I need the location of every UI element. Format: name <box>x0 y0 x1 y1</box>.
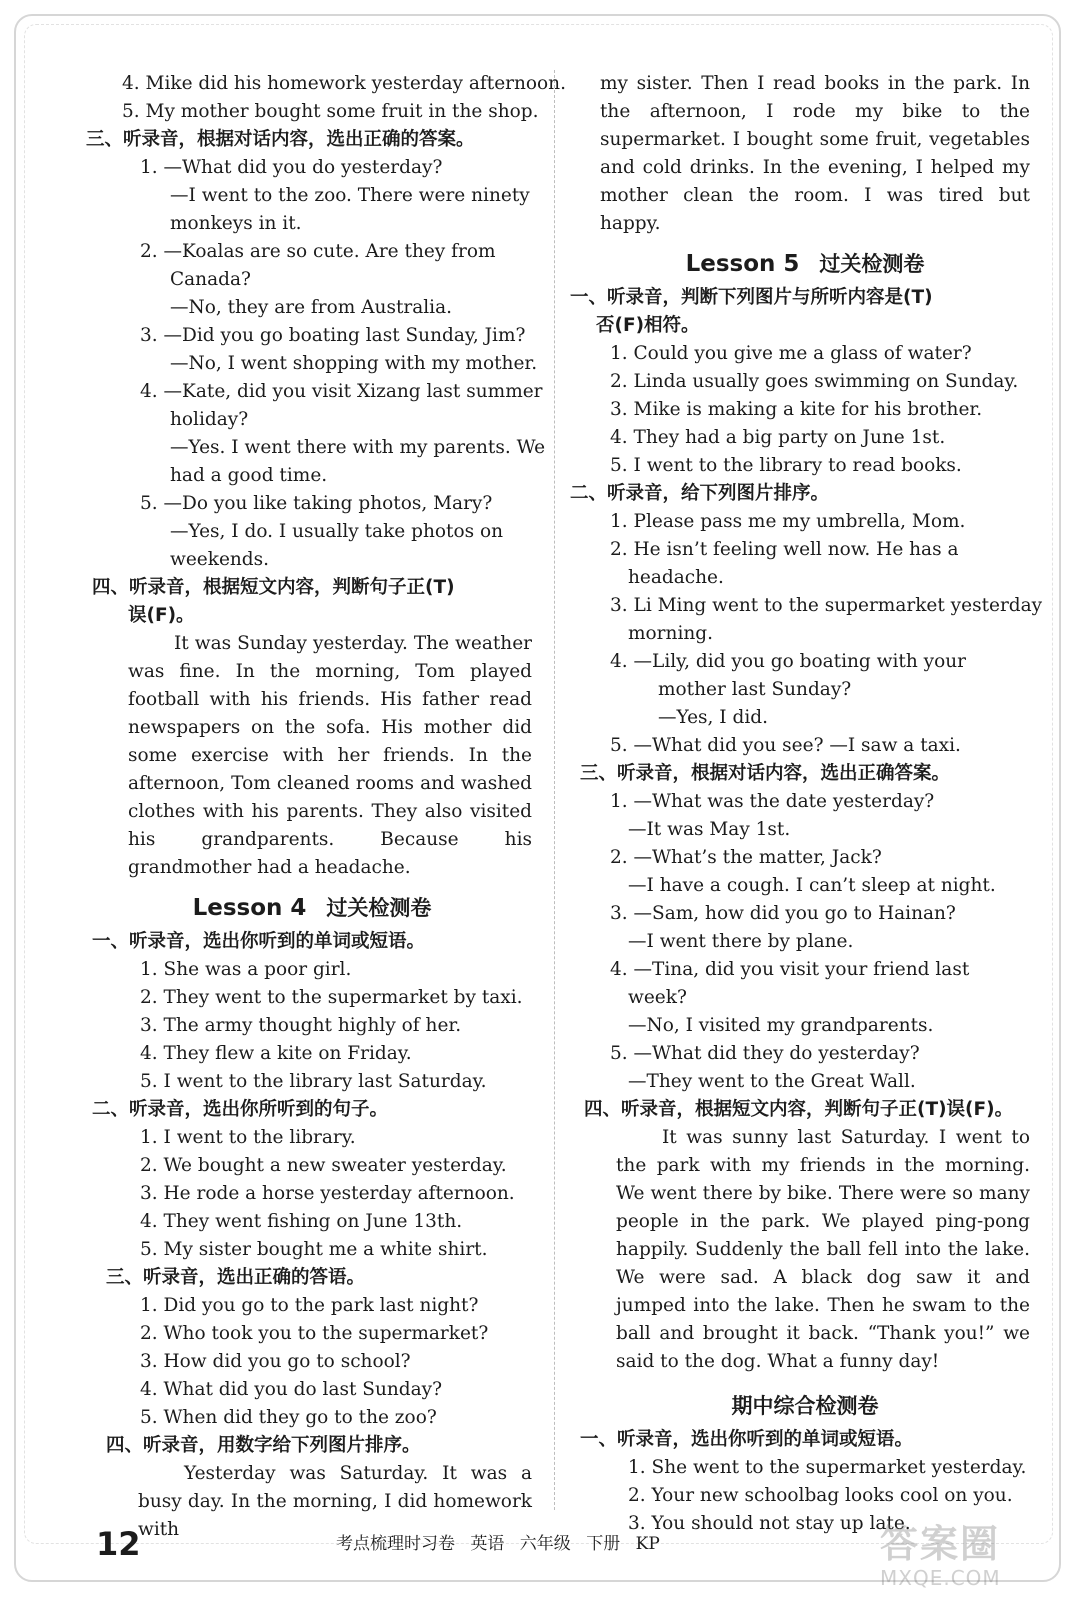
section-heading: 一、听录音，判断下列图片与所听内容是(T) <box>570 287 933 308</box>
text-line: 2. We bought a new sweater yesterday. <box>140 1155 507 1176</box>
book-info: 考点梳理时习卷 英语 六年级 下册 KP <box>336 1534 660 1554</box>
section-heading: 四、听录音，根据短文内容，判断句子正(T) <box>92 577 455 598</box>
watermark-logo <box>880 1522 1050 1592</box>
text-line: 1. I went to the library. <box>140 1127 356 1148</box>
text-line: 2. Linda usually goes swimming on Sunday. <box>610 371 1019 392</box>
text-line: 4. They had a big party on June 1st. <box>610 427 946 448</box>
text-line: weekends. <box>170 549 270 570</box>
text-line: 4. Mike did his homework yesterday afternoon. <box>122 73 566 94</box>
text-line: —I went there by plane. <box>628 931 854 952</box>
section-heading: 二、听录音，选出你所听到的句子。 <box>92 1099 389 1120</box>
text-line: 3. The army thought highly of her. <box>140 1015 462 1036</box>
text-line: —I went to the zoo. There were ninety <box>170 185 530 206</box>
text-line: 3. How did you go to school? <box>140 1351 411 1372</box>
text-line: —It was May 1st. <box>628 819 791 840</box>
section-body <box>92 1292 532 1432</box>
lesson-title-en: Lesson 5 <box>685 251 800 277</box>
text-line: monkeys in it. <box>170 213 302 234</box>
text-line: 4. —Tina, did you visit your friend last <box>610 959 970 980</box>
section-body <box>580 508 1043 760</box>
section-body <box>92 1124 532 1264</box>
midterm-title: 期中综合检测卷 <box>731 1394 879 1418</box>
text-line: 2. —What’s the matter, Jack? <box>610 847 882 868</box>
text-line: week? <box>628 987 687 1008</box>
text-line: —Yes, I do. I usually take photos on <box>170 521 504 542</box>
text-line: —I have a cough. I can’t sleep at night. <box>628 875 996 896</box>
lesson-title <box>580 244 1030 284</box>
text-line: 4. —Kate, did you visit Xizang last summer <box>140 381 543 402</box>
text-line: 2. Who took you to the supermarket? <box>140 1323 489 1344</box>
text-line: 3. —Sam, how did you go to Hainan? <box>610 903 956 924</box>
text-line: 1. Did you go to the park last night? <box>140 1295 479 1316</box>
text-line: 3. You should not stay up late. <box>628 1513 911 1534</box>
section-heading: 误(F)。 <box>128 605 195 626</box>
right-column <box>570 70 1043 1538</box>
text-line: —Yes, I did. <box>658 707 768 728</box>
text-line: 3. Li Ming went to the supermarket yesterday <box>610 595 1043 616</box>
text-line: 5. My sister bought me a white shirt. <box>140 1239 488 1260</box>
text-line: —No, I visited my grandparents. <box>628 1015 934 1036</box>
text-line: 5. I went to the library last Saturday. <box>140 1071 487 1092</box>
lesson-title-en: Lesson 4 <box>192 895 307 921</box>
passage: It was sunny last Saturday. I went to the park with my friends in the morning. We went there by bike. There were so many people in the park. We played ping-pong happily. Suddenly the ball fell into the lake. We were sad. A black dog saw it and jumped into the lake. Then he swam to the ball and brought it back. “Thank you!” we said to the dog. What a funny day! <box>616 1127 1030 1372</box>
text-line: morning. <box>628 623 713 644</box>
text-line: —No, they are from Australia. <box>170 297 452 318</box>
section-body <box>92 154 546 574</box>
passage: Yesterday was Saturday. It was a busy day. In the morning, I did homework with <box>138 1463 532 1540</box>
text-line: 5. —What did you see? —I saw a taxi. <box>610 735 961 756</box>
text-line: 1. She went to the supermarket yesterday. <box>628 1457 1027 1478</box>
text-line: 1. Please pass me my umbrella, Mom. <box>610 511 966 532</box>
section-heading: 二、听录音，给下列图片排序。 <box>570 483 830 504</box>
text-line: —No, I went shopping with my mother. <box>170 353 538 374</box>
watermark-text: 答案圈 <box>880 1522 1001 1566</box>
section-heading: 三、听录音，根据对话内容，选出正确的答案。 <box>86 129 475 150</box>
text-line: 3. Mike is making a kite for his brother. <box>610 399 983 420</box>
text-line: headache. <box>628 567 724 588</box>
watermark-url: MXQE.COM <box>880 1566 1001 1590</box>
text-line: 5. I went to the library to read books. <box>610 455 962 476</box>
section-heading: 否(F)相符。 <box>596 315 700 336</box>
section-heading: 三、听录音，选出正确的答语。 <box>106 1267 366 1288</box>
text-line: 4. What did you do last Sunday? <box>140 1379 443 1400</box>
section-body <box>580 340 1030 480</box>
text-line: 5. My mother bought some fruit in the shop. <box>122 101 539 122</box>
text-line: 1. Could you give me a glass of water? <box>610 343 972 364</box>
section-heading: 三、听录音，根据对话内容，选出正确答案。 <box>580 763 951 784</box>
text-line: 3. He rode a horse yesterday afternoon. <box>140 1183 515 1204</box>
passage: It was Sunday yesterday. The weather was fine. In the morning, Tom played football with his friends. His father read newspapers on the sofa. His mother did some exercise with her friends. In the afternoon, Tom cleaned rooms and washed clothes with his parents. They also visited his grandparents. Because his grandmother had a headache. <box>128 633 532 878</box>
text-line: 4. They went fishing on June 13th. <box>140 1211 463 1232</box>
section-heading: 四、听录音，根据短文内容，判断句子正(T)误(F)。 <box>584 1099 1014 1120</box>
section-heading: 四、听录音，用数字给下列图片排序。 <box>106 1435 421 1456</box>
text-line: —They went to the Great Wall. <box>628 1071 916 1092</box>
section-heading: 一、听录音，选出你听到的单词或短语。 <box>580 1429 914 1450</box>
text-line: 2. They went to the supermarket by taxi. <box>140 987 523 1008</box>
lesson-title <box>92 888 532 928</box>
lesson-title-cn: 过关检测卷 <box>819 252 925 276</box>
text-line: 3. —Did you go boating last Sunday, Jim? <box>140 325 526 346</box>
text-line: —Yes. I went there with my parents. We <box>170 437 546 458</box>
section-body <box>580 788 1030 1096</box>
text-line: had a good time. <box>170 465 328 486</box>
text-line: Canada? <box>170 269 251 290</box>
left-column <box>86 70 566 1544</box>
text-line: 1. —What was the date yesterday? <box>610 791 935 812</box>
column-divider <box>554 70 555 1510</box>
text-line: 4. —Lily, did you go boating with your <box>610 651 966 672</box>
section-heading: 一、听录音，选出你听到的单词或短语。 <box>92 931 426 952</box>
text-line: holiday? <box>170 409 249 430</box>
text-line: 5. —Do you like taking photos, Mary? <box>140 493 493 514</box>
text-line: 2. —Koalas are so cute. Are they from <box>140 241 496 262</box>
text-line: 2. Your new schoolbag looks cool on you. <box>628 1485 1013 1506</box>
text-line: 2. He isn’t feeling well now. He has a <box>610 539 959 560</box>
text-line: 4. They flew a kite on Friday. <box>140 1043 412 1064</box>
section-body <box>92 956 532 1096</box>
lesson-title-cn: 过关检测卷 <box>326 896 432 920</box>
page-number: 12 <box>96 1525 141 1563</box>
text-line: 1. —What did you do yesterday? <box>140 157 443 178</box>
text-line: 5. —What did they do yesterday? <box>610 1043 920 1064</box>
passage: my sister. Then I read books in the park. In the afternoon, I rode my bike to the supermarket. I bought some fruit, vegetables and cold drinks. In the evening, I helped my mother clean the room. I was tired but happy. <box>600 73 1030 234</box>
text-line: mother last Sunday? <box>658 679 852 700</box>
text-line: 1. She was a poor girl. <box>140 959 352 980</box>
page-footer <box>96 1522 796 1566</box>
text-line: 5. When did they go to the zoo? <box>140 1407 437 1428</box>
